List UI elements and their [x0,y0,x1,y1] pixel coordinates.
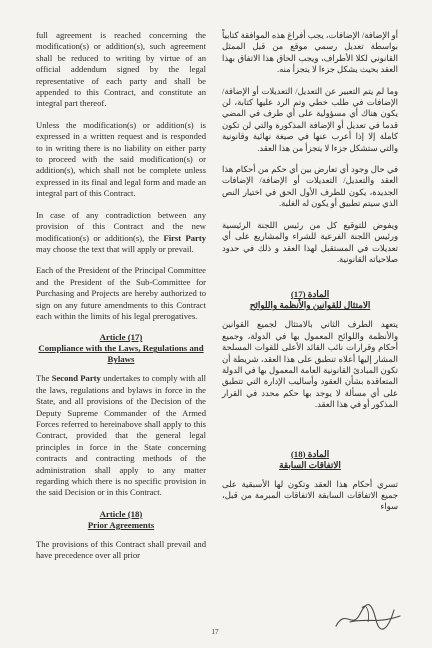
en-paragraph-3: In case of any contradiction between any provision of this Contract and the new modification(s) or addition(s), the First Party may choose the text that will apply or prevail. [36,209,206,254]
ar-article-18-heading [222,449,398,471]
first-party-term: First Party [163,232,206,243]
article-17-subtitle: Compliance with the Laws, Regulations and Bylaws [38,343,204,365]
ar-paragraph-5: يتعهد الطرف الثاني بالامتثال لجميع القوانين والأنظمة واللوائح المعمول بها في الدولة، وجميع أحكام وقرارات نائب القائد الأعلى للقوات المسلحة المشار إليها أعلاه تنطبق على هذا العقد، شريطة أن تكون المبادئ القانونية العامة المعمول بها في الدولة المتعاقدة بشأن العقود وأساليب الإدارة التي تتطبق على أي مسألة لا يوجد بها حكم محدد في القرار المذكور أو في هذا العقد. [222,320,398,410]
ar-article-17-heading [222,289,398,311]
ar-article-17-title: المادة (17) [290,289,330,300]
article-18-subtitle: Prior Agreements [87,519,155,530]
ar-article-17-subtitle: الامتثال للقوانين والأنظمة واللوائح [249,300,371,311]
en-paragraph-2: Unless the modification(s) or addition(s) is expressed in a written request and is responded to in writing there is no liability on either party to proceed with the said modification(s) or addition(s), which shall not be complete unless expressed in its final and legal form and made an integral part of this Contract. [36,119,206,199]
ar-paragraph-1: أو الإضافة/ الإضافات، يجب أفراغ هذه الموافقة كتابياً بواسطة تعديل رسمي موقع من قبل الممثل القانوني لكلا الأطراف، ويجب الحاق هذا الاتفاق بهذا العقد بحيث يشكل جزءا لا يتجزأ منه. [222,31,398,75]
ar-article-18-subtitle: الاتفاقات السابقة [279,459,341,470]
en-paragraph-1: full agreement is reached concerning the modification(s) or addition(s), such agreement shall be reduced to writing by virtue of an official addendum signed by the legal representative of each party and shall be appended to this Contract, and constitute an integral part thereof. [36,30,206,109]
en-paragraph-6: The provisions of this Contract shall prevail and have precedence over all prior [36,538,206,561]
en-paragraph-4: Each of the President of the Principal Committee and the President of the Sub-Committee for Purchasing and Projects are hereby authorized to sign on any future amendments to this Contract each within the limits of his legal prerogatives. [36,265,206,321]
page-number: 17 [211,628,219,636]
article-17-title: Article (17) [99,332,143,343]
ar-article-18-title: المادة (18) [290,448,330,459]
ar-paragraph-3: في حال وجود أي تعارض بين أي حكم من أحكام هذا العقد والتعديل/ التعديلات أو الإضافة/ الإضافات الجديدة، يكون للطرف الأول الحق في اختيار النص الذي سيتم تطبيق أو يكون له الغلبة. [222,165,398,209]
signature-icon [332,600,404,634]
ar-paragraph-4: ويفوض للتوقيع كل من رئيس اللجنة الرئيسية ورئيس اللجنة الفرعية للشراء والمشاريع على أي تعديلات في المستقبل لهذا العقد و ذلك في حدود صلاحياته القانونية. [222,220,398,264]
ar-paragraph-6: تسري أحكام هذا العقد وتكون لها الأسبقية على جميع الاتفاقات السابقة الاتفاقات المبرمة من قبل، سواء [222,479,398,512]
second-party-term: Second Party [51,373,101,384]
article-18-title: Article (18) [99,508,143,519]
arabic-column [222,30,398,523]
article-17-heading [36,332,206,365]
ar-paragraph-2: وما لم يتم التعبير عن التعديل/ التعديلات أو الإضافة/ الإضافات في طلب خطي وتم الرد عليها كتابة، لن يكون هناك أي مسؤولية على أي طرف في المضي قدما في تعديل أو الإضافة المذكورة والتي لن تكون كاملة إلا إذا أعرب عنها في صيغة نهائية وقانونية والتي ستشكل جزءا لا يتجزأ من هذا العقد. [222,86,398,153]
english-column [36,30,206,572]
en-paragraph-5: The Second Party undertakes to comply with all the laws, regulations and bylaws in force in the State, and all provisions of the Decision of the Deputy Supreme Commander of the Armed Forces referred to hereinabove shall apply to this Contract, provided that the general legal principles in force in the State concerning contracts and contracting methods of the administration shall apply to any matter regarding which there is no specific provision in the said Decision or in this Contract. [36,373,207,498]
article-18-heading [36,509,206,531]
